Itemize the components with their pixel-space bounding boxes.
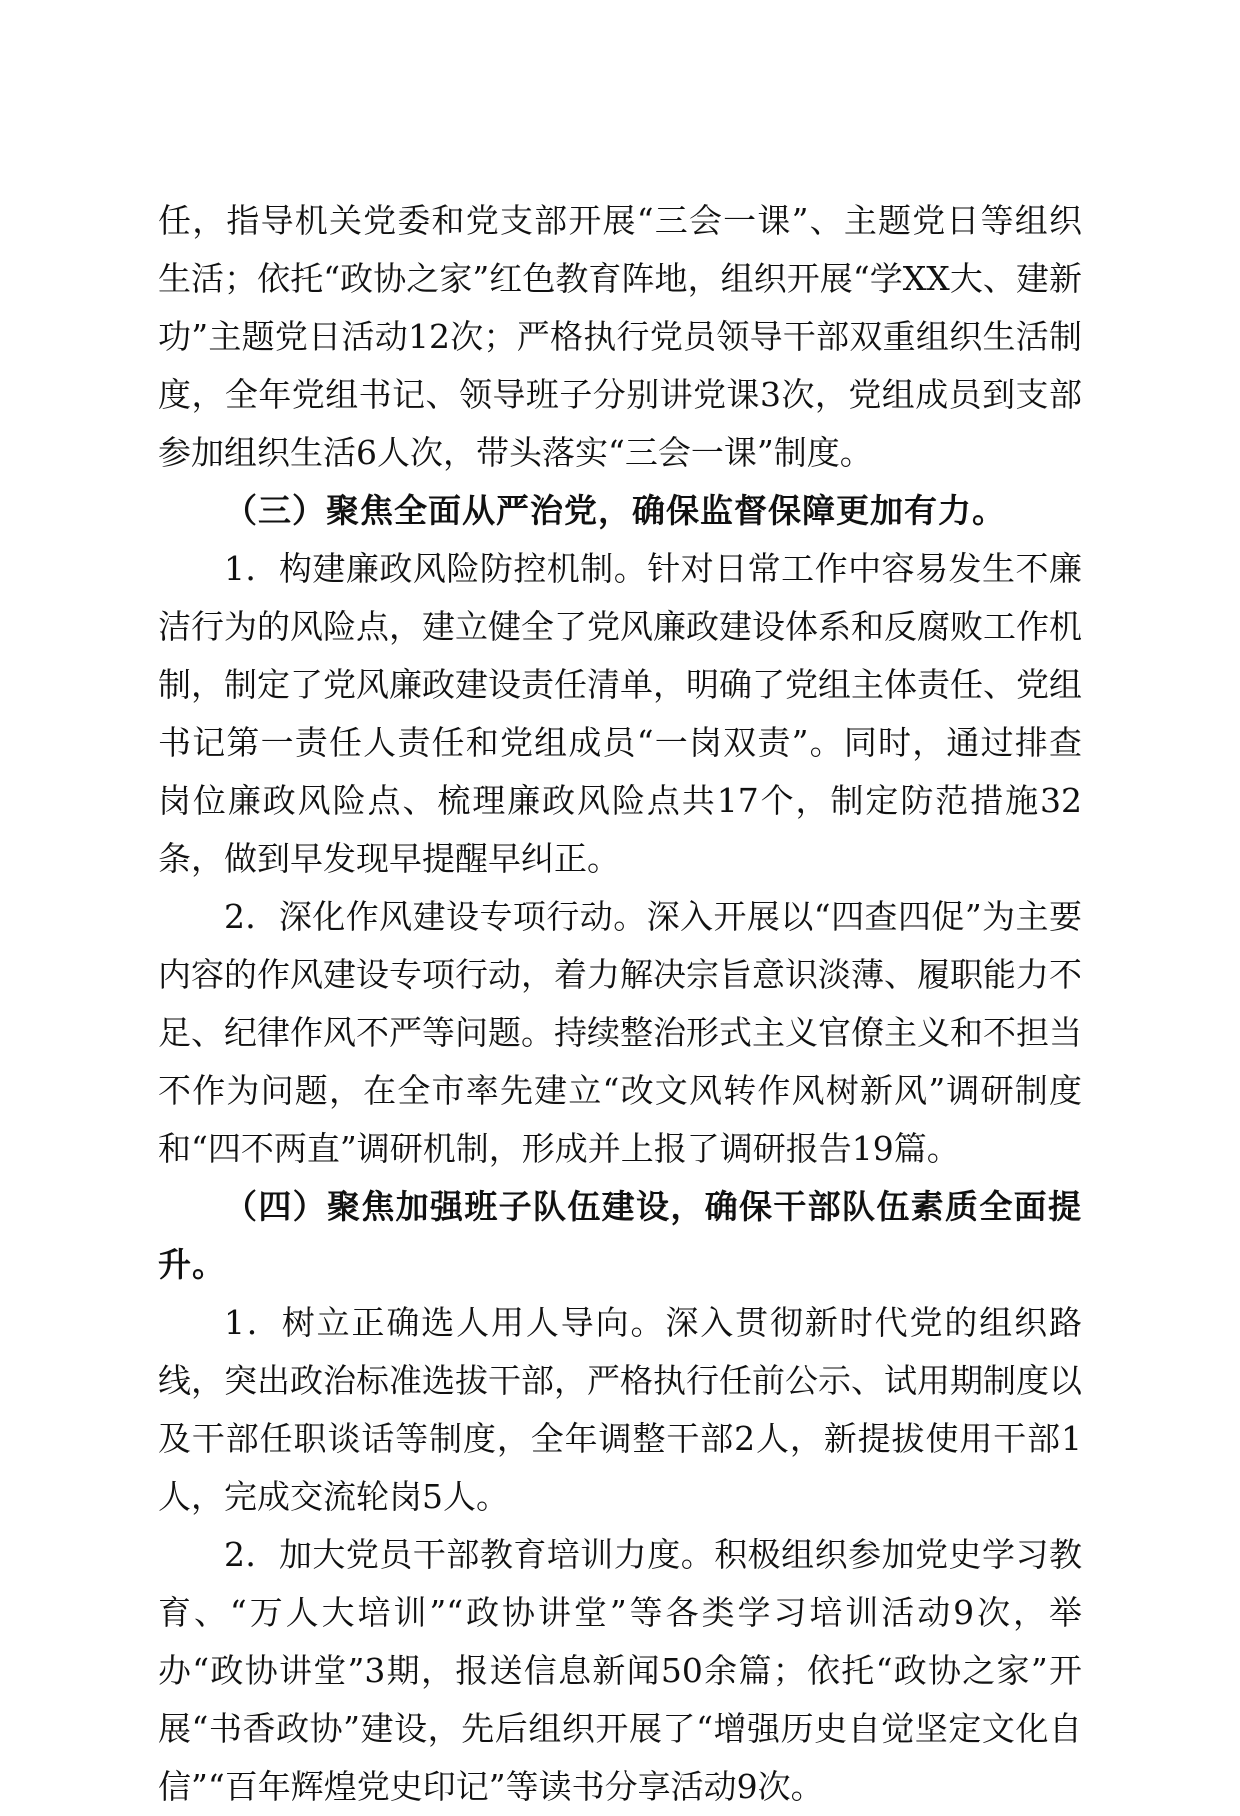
document-page — [158, 192, 1082, 1816]
section-heading-4: （四）聚焦加强班子队伍建设，确保干部队伍素质全面提升。 — [158, 1187, 1082, 1284]
paragraph-3-2: 2．深化作风建设专项行动。深入开展以“四查四促”为主要内容的作风建设专项行动，着力解决宗旨意识淡薄、履职能力不足、纪律作风不严等问题。持续整治形式主义官僚主义和不担当不作为问题，在全市率先建立“改文风转作风树新风”调研制度和“四不两直”调研机制，形成并上报了调研报告19篇。 — [158, 897, 1082, 1168]
paragraph-3-1: 1．构建廉政风险防控机制。针对日常工作中容易发生不廉洁行为的风险点，建立健全了党风廉政建设体系和反腐败工作机制，制定了党风廉政建设责任清单，明确了党组主体责任、党组书记第一责任人责任和党组成员“一岗双责”。同时，通过排查岗位廉政风险点、梳理廉政风险点共17个，制定防范措施32条，做到早发现早提醒早纠正。 — [158, 549, 1082, 878]
paragraph-4-2: 2．加大党员干部教育培训力度。积极组织参加党史学习教育、“万人大培训”“政协讲堂”等各类学习培训活动9次，举办“政协讲堂”3期，报送信息新闻50余篇；依托“政协之家”开展“书香政协”建设，先后组织开展了“增强历史自觉坚定文化自信”“百年辉煌党史印记”等读书分享活动9次。 — [158, 1535, 1082, 1806]
paragraph-4-1: 1．树立正确选人用人导向。深入贯彻新时代党的组织路线，突出政治标准选拔干部，严格执行任前公示、试用期制度以及干部任职谈话等制度，全年调整干部2人，新提拔使用干部1人，完成交流轮岗5人。 — [158, 1303, 1082, 1516]
section-heading-3: （三）聚焦全面从严治党，确保监督保障更加有力。 — [224, 491, 1006, 530]
paragraph-continuation: 任，指导机关党委和党支部开展“三会一课”、主题党日等组织生活；依托“政协之家”红色教育阵地，组织开展“学XX大、建新功”主题党日活动12次；严格执行党员领导干部双重组织生活制度，全年党组书记、领导班子分别讲党课3次，党组成员到支部参加组织生活6人次，带头落实“三会一课”制度。 — [158, 201, 1082, 472]
